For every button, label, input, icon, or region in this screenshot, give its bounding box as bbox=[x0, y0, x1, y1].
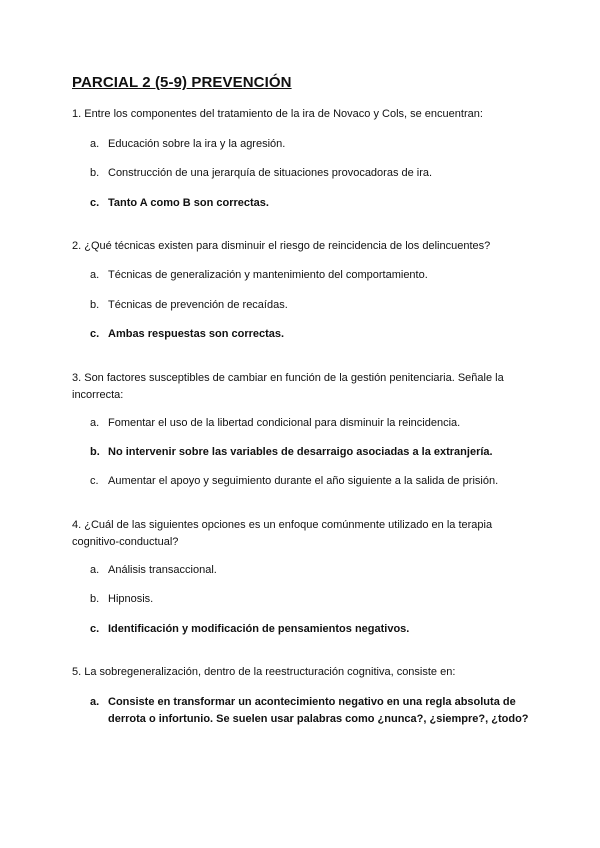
option-text: Identificación y modificación de pensamientos negativos. bbox=[108, 623, 410, 635]
option-letter: a. bbox=[90, 564, 100, 576]
option-letter: b. bbox=[90, 446, 100, 458]
question-2-option-a bbox=[90, 267, 530, 284]
question-2-option-b bbox=[90, 297, 530, 314]
question-2: 2. ¿Qué técnicas existen para disminuir el riesgo de reincidencia de los delincuentes? bbox=[72, 240, 491, 252]
option-text: No intervenir sobre las variables de desarraigo asociadas a la extranjería. bbox=[108, 446, 493, 458]
option-text: Construcción de una jerarquía de situaciones provocadoras de ira. bbox=[108, 167, 433, 179]
question-5-option-a-correct bbox=[90, 694, 530, 728]
question-3-option-c bbox=[90, 473, 530, 490]
question-3-option-b-correct bbox=[90, 444, 530, 461]
option-text: Técnicas de generalización y mantenimiento del comportamiento. bbox=[108, 269, 428, 281]
option-letter: a. bbox=[90, 138, 100, 150]
option-letter: c. bbox=[90, 328, 100, 340]
option-letter: c. bbox=[90, 623, 100, 635]
option-text: Técnicas de prevención de recaídas. bbox=[108, 299, 288, 311]
option-text: Hipnosis. bbox=[108, 593, 154, 605]
option-letter: a. bbox=[90, 417, 100, 429]
option-text: Educación sobre la ira y la agresión. bbox=[108, 138, 286, 150]
question-4-option-a bbox=[90, 562, 530, 579]
page-title: PARCIAL 2 (5-9) PREVENCIÓN bbox=[72, 74, 292, 91]
option-letter: a. bbox=[90, 269, 100, 281]
option-letter: a. bbox=[90, 696, 100, 708]
question-1: 1. Entre los componentes del tratamiento de la ira de Novaco y Cols, se encuentran: bbox=[72, 108, 483, 120]
option-text: Tanto A como B son correctas. bbox=[108, 197, 269, 209]
option-text: Aumentar el apoyo y seguimiento durante el año siguiente a la salida de prisión. bbox=[108, 475, 499, 487]
question-4: 4. ¿Cuál de las siguientes opciones es un enfoque comúnmente utilizado en la terapia cognitivo-conductual? bbox=[72, 519, 493, 548]
option-letter: b. bbox=[90, 167, 100, 179]
option-letter: b. bbox=[90, 593, 100, 605]
question-3-option-a bbox=[90, 415, 530, 432]
option-letter: c. bbox=[90, 197, 100, 209]
question-4-option-b bbox=[90, 591, 530, 608]
question-5: 5. La sobregeneralización, dentro de la reestructuración cognitiva, consiste en: bbox=[72, 666, 456, 678]
question-1-option-b bbox=[90, 165, 530, 182]
option-text: Ambas respuestas son correctas. bbox=[108, 328, 285, 340]
question-3: 3. Son factores susceptibles de cambiar en función de la gestión penitenciaria. Señale la incorrecta: bbox=[72, 372, 504, 401]
option-text: Fomentar el uso de la libertad condicional para disminuir la reincidencia. bbox=[108, 417, 461, 429]
question-4-option-c-correct bbox=[90, 621, 530, 638]
option-letter: b. bbox=[90, 299, 100, 311]
question-1-option-a bbox=[90, 136, 530, 153]
question-2-option-c-correct bbox=[90, 326, 530, 343]
option-text: Análisis transaccional. bbox=[108, 564, 217, 576]
option-letter: c. bbox=[90, 475, 99, 487]
question-1-option-c-correct bbox=[90, 195, 530, 212]
option-text: Consiste en transformar un acontecimiento negativo en una regla absoluta de derrota o infortunio. Se suelen usar palabras como ¿nunca?, ¿siempre?, ¿todo? bbox=[108, 696, 529, 725]
